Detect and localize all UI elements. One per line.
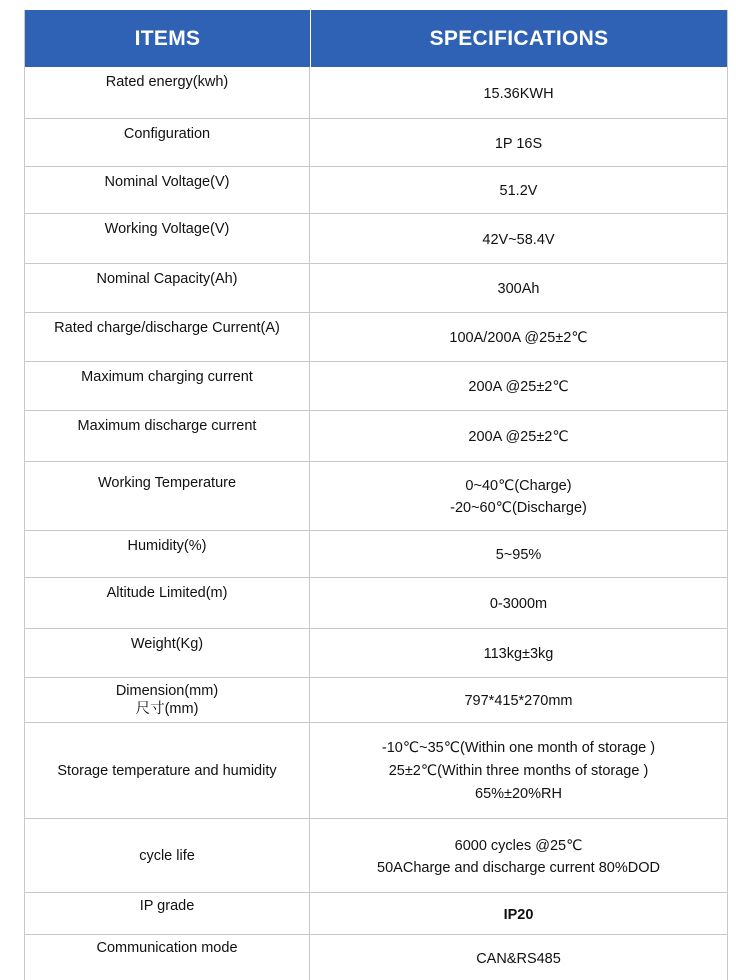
spec-cell bbox=[310, 678, 727, 722]
spec-cell bbox=[310, 462, 727, 530]
spec-value: IP20 bbox=[503, 906, 534, 923]
table-row bbox=[25, 462, 727, 531]
spec-value: 51.2V bbox=[499, 183, 538, 199]
header-specifications: SPECIFICATIONS bbox=[429, 26, 609, 50]
spec-value: 300Ah bbox=[497, 281, 540, 297]
item-cell bbox=[25, 462, 310, 530]
table-row bbox=[25, 678, 727, 723]
spec-cell bbox=[310, 214, 727, 263]
table-row bbox=[25, 167, 727, 214]
item-label: Storage temperature and humidity bbox=[57, 762, 277, 779]
item-cell bbox=[25, 531, 310, 577]
spec-cell bbox=[310, 362, 727, 410]
table-row bbox=[25, 313, 727, 362]
item-label: Nominal Capacity(Ah) bbox=[96, 271, 238, 287]
spec-value: CAN&RS485 bbox=[476, 950, 561, 967]
item-cell bbox=[25, 935, 310, 980]
table-row bbox=[25, 723, 727, 819]
table-row bbox=[25, 935, 727, 980]
item-label: Maximum charging current bbox=[81, 369, 253, 385]
item-cell bbox=[25, 264, 310, 312]
spec-cell bbox=[310, 893, 727, 934]
table-row bbox=[25, 531, 727, 578]
item-label: cycle life bbox=[139, 847, 195, 864]
item-label: Communication mode bbox=[96, 940, 238, 956]
item-cell bbox=[25, 678, 310, 722]
item-cell bbox=[25, 362, 310, 410]
item-cell bbox=[25, 578, 310, 628]
item-label: Dimension(mm) bbox=[115, 683, 219, 699]
table-row bbox=[25, 629, 727, 678]
item-label: Configuration bbox=[123, 126, 211, 142]
table-row bbox=[25, 893, 727, 935]
spec-value: 15.36KWH bbox=[483, 85, 554, 102]
item-label: Rated energy(kwh) bbox=[105, 74, 229, 90]
table-row bbox=[25, 411, 727, 462]
item-cell bbox=[25, 167, 310, 213]
table-header bbox=[25, 10, 727, 67]
spec-value: 100A/200A @25±2℃ bbox=[449, 330, 588, 346]
item-cell bbox=[25, 411, 310, 461]
item-label: Altitude Limited(m) bbox=[106, 585, 228, 601]
table-row bbox=[25, 819, 727, 893]
item-cell bbox=[25, 893, 310, 934]
spec-value: -20~60℃(Discharge) bbox=[450, 500, 587, 516]
spec-table bbox=[24, 10, 728, 980]
item-label: Weight(Kg) bbox=[130, 636, 204, 652]
spec-value: 25±2℃(Within three months of storage ) bbox=[388, 763, 649, 779]
table-row bbox=[25, 264, 727, 313]
spec-value: 200A @25±2℃ bbox=[468, 429, 569, 445]
spec-cell bbox=[310, 578, 727, 628]
item-label: Rated charge/discharge Current(A) bbox=[54, 320, 280, 336]
header-items: ITEMS bbox=[25, 10, 311, 67]
table-row bbox=[25, 214, 727, 264]
spec-value: 1P 16S bbox=[494, 135, 543, 152]
spec-value: 113kg±3kg bbox=[483, 646, 554, 662]
item-label-chinese: 尺寸(mm) bbox=[135, 701, 199, 717]
item-cell bbox=[25, 67, 310, 118]
spec-value: 65%±20%RH bbox=[475, 786, 562, 802]
spec-cell bbox=[310, 531, 727, 577]
spec-value: 200A @25±2℃ bbox=[468, 379, 569, 395]
spec-cell bbox=[310, 935, 727, 980]
item-label: Maximum discharge current bbox=[77, 418, 257, 434]
item-label: IP grade bbox=[139, 898, 195, 914]
spec-cell bbox=[310, 313, 727, 361]
spec-value: 5~95% bbox=[495, 547, 542, 563]
item-cell bbox=[25, 629, 310, 677]
item-label: Working Voltage(V) bbox=[104, 221, 230, 237]
item-cell bbox=[25, 214, 310, 263]
spec-value: 797*415*270mm bbox=[464, 693, 573, 709]
item-cell bbox=[25, 819, 310, 892]
spec-cell bbox=[310, 67, 727, 118]
item-label: Humidity(%) bbox=[127, 538, 207, 554]
spec-cell bbox=[310, 264, 727, 312]
spec-cell bbox=[310, 411, 727, 461]
spec-value: 0~40℃(Charge) bbox=[465, 478, 572, 494]
item-cell bbox=[25, 119, 310, 166]
spec-value: -10℃~35℃(Within one month of storage ) bbox=[381, 740, 656, 756]
spec-cell bbox=[310, 819, 727, 892]
spec-cell bbox=[310, 167, 727, 213]
table-row bbox=[25, 67, 727, 119]
item-cell bbox=[25, 723, 310, 818]
spec-cell bbox=[310, 629, 727, 677]
table-row bbox=[25, 362, 727, 411]
spec-value: 42V~58.4V bbox=[482, 231, 555, 248]
item-label: Working Temperature bbox=[97, 475, 237, 491]
table-row bbox=[25, 578, 727, 629]
spec-value: 50ACharge and discharge current 80%DOD bbox=[377, 859, 660, 876]
spec-cell bbox=[310, 119, 727, 166]
item-cell bbox=[25, 313, 310, 361]
spec-cell bbox=[310, 723, 727, 818]
spec-value: 0-3000m bbox=[489, 596, 548, 612]
item-label: Nominal Voltage(V) bbox=[104, 174, 230, 190]
spec-value: 6000 cycles @25℃ bbox=[454, 837, 583, 854]
table-row bbox=[25, 119, 727, 167]
